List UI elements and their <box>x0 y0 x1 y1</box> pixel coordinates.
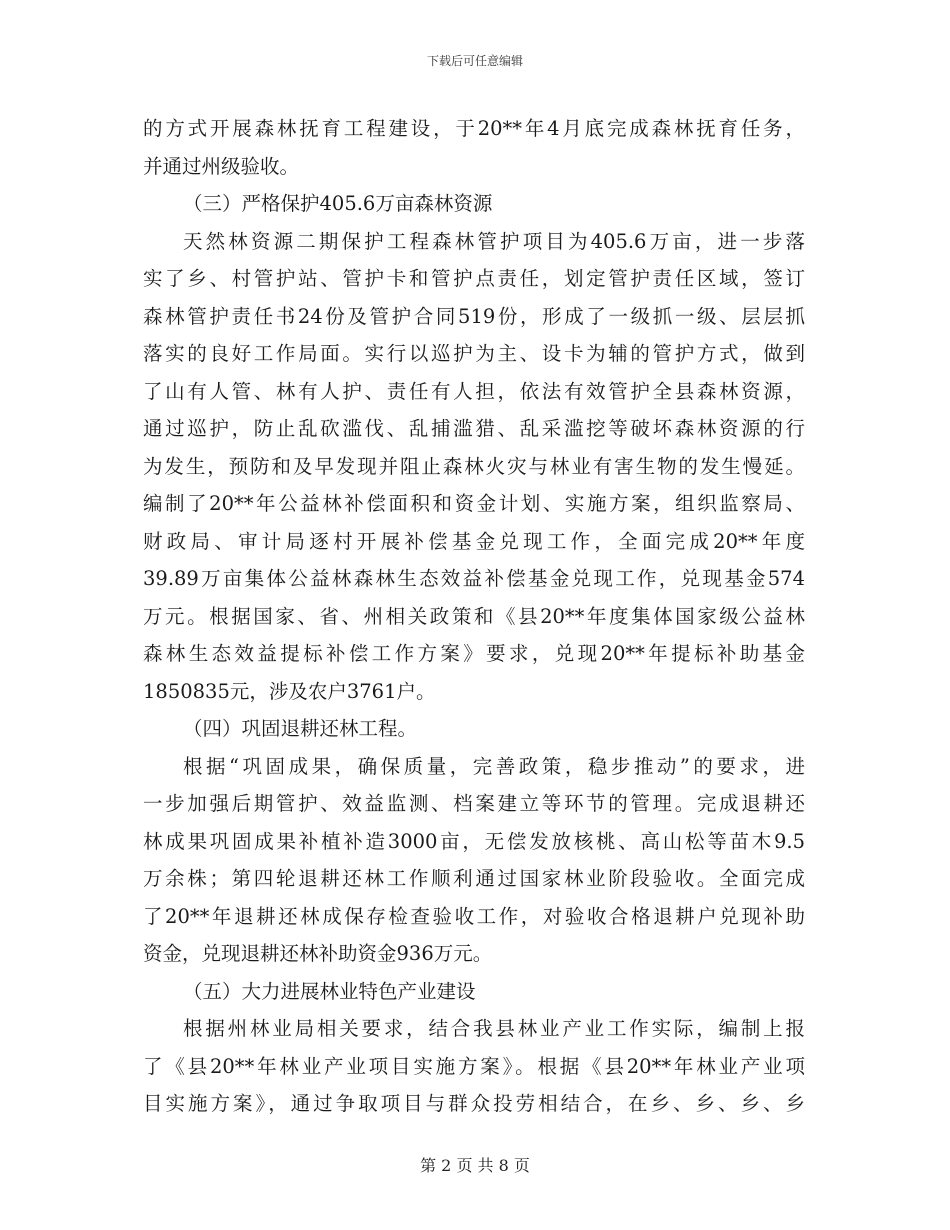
text-line: 一步加强后期管护、效益监测、档案建立等环节的管理。完成退耕还 <box>143 792 805 815</box>
text-line: 森林生态效益提标补偿工作方案》要求，兑现20**年提标补助基金 <box>143 642 805 665</box>
text-line: 为发生，预防和及早发现并阻止森林火灾与林业有害生物的发生慢延。 <box>143 454 805 478</box>
text-line: 并通过州级验收。 <box>143 154 300 178</box>
text-line: 万余株；第四轮退耕还林工作顺利通过国家林业阶段验收。全面完成 <box>143 867 805 890</box>
text-line: 实了乡、村管护站、管护卡和管护点责任，划定管护责任区域，签订 <box>143 267 805 290</box>
text-line: 财政局、审计局逐村开展补偿基金兑现工作，全面完成20**年度 <box>143 529 805 553</box>
text-line: 的方式开展森林抚育工程建设，于20**年4月底完成森林抚育任务， <box>143 117 805 140</box>
text-line: 通过巡护，防止乱砍滥伐、乱捕滥猎、乱采滥挖等破坏森林资源的行 <box>143 417 805 440</box>
text-line: 天然林资源二期保护工程森林管护项目为405.6万亩，进一步落 <box>183 229 805 253</box>
text-line: 根据“巩固成果，确保质量，完善政策，稳步推动”的要求，进 <box>183 754 805 778</box>
text-line: 了山有人管、林有人护、责任有人担，依法有效管护全县森林资源， <box>143 379 805 403</box>
text-line: 1850835元，涉及农户3761户。 <box>143 679 436 703</box>
text-line: 森林管护责任书24份及管护合同519份，形成了一级抓一级、层层抓 <box>143 304 805 328</box>
text-line: 目实施方案》，通过争取项目与群众投劳相结合，在乡、乡、乡、乡 <box>143 1092 805 1115</box>
text-line: 了《县20**年林业产业项目实施方案》。根据《县20**年林业产业项 <box>143 1054 805 1078</box>
text-line: 资金，兑现退耕还林补助资金936万元。 <box>143 942 493 965</box>
text-line: 了20**年退耕还林成保存检查验收工作，对验收合格退耕户兑现补助 <box>143 904 805 928</box>
text-line: 万元。根据国家、省、州相关政策和《县20**年度集体国家级公益林 <box>143 604 805 628</box>
section-heading: （三）严格保护405.6万亩森林资源 <box>183 192 493 215</box>
section-heading: （四）巩固退耕还林工程。 <box>183 717 418 740</box>
text-line: 编制了20**年公益林补偿面积和资金计划、实施方案，组织监察局、 <box>143 492 805 515</box>
text-line: 落实的良好工作局面。实行以巡护为主、设卡为辅的管护方式，做到 <box>143 342 805 365</box>
document-body <box>143 110 805 1123</box>
page-header-note: 下载后可任意编辑 <box>426 54 523 68</box>
text-line: 林成果巩固成果补植补造3000亩，无偿发放核桃、高山松等苗木9.5 <box>143 829 805 853</box>
section-heading: （五）大力进展林业特色产业建设 <box>183 979 476 1003</box>
text-line: 根据州林业局相关要求，结合我县林业产业工作实际，编制上报 <box>183 1017 805 1040</box>
text-line: 39.89万亩集体公益林森林生态效益补偿基金兑现工作，兑现基金574 <box>143 567 805 590</box>
page-number: 第 2 页 共 8 页 <box>420 1156 530 1175</box>
